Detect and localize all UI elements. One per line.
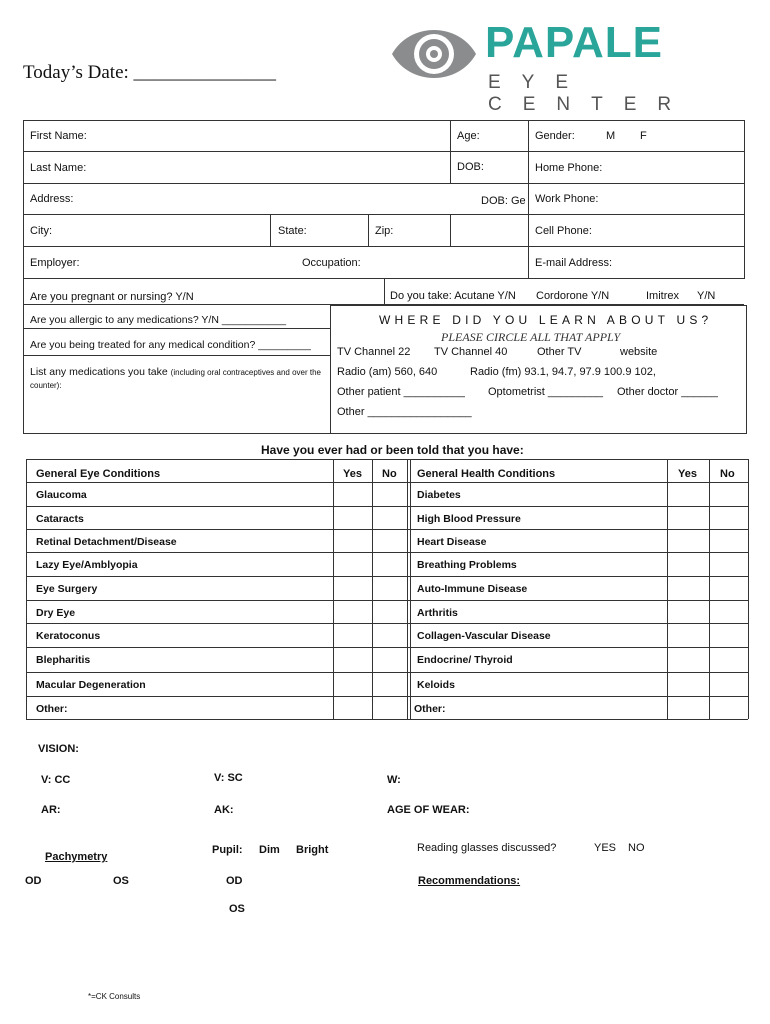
health-condition-no-cell[interactable]	[710, 507, 747, 529]
address-field[interactable]: Address:	[30, 193, 74, 205]
age-field[interactable]: Age:	[457, 130, 480, 142]
cell-phone-field[interactable]: Cell Phone:	[535, 225, 592, 237]
health-conditions-header: General Health Conditions	[417, 468, 556, 480]
health-condition-no-cell[interactable]	[710, 648, 747, 670]
other-source-option[interactable]: Other _________________	[337, 406, 472, 418]
eye-condition-no-cell[interactable]	[373, 553, 406, 575]
city-field[interactable]: City:	[30, 225, 52, 237]
health-condition-no-cell[interactable]	[710, 697, 747, 719]
eye-condition-yes-cell[interactable]	[334, 624, 371, 646]
table-column-rule-0	[26, 459, 27, 719]
health-condition-label: High Blood Pressure	[417, 513, 521, 525]
eye-condition-no-cell[interactable]	[373, 601, 406, 623]
health-condition-yes-cell[interactable]	[668, 601, 708, 623]
gender-field[interactable]: Gender:	[535, 130, 575, 142]
gender-m-option[interactable]: M	[606, 130, 616, 142]
reading-glasses-no[interactable]: NO	[628, 842, 645, 854]
last-name-field[interactable]: Last Name:	[30, 162, 87, 174]
table-rule-0	[26, 459, 748, 460]
eye-condition-label: Other:	[36, 703, 68, 715]
table-column-rule-3	[407, 459, 408, 719]
health-condition-no-cell[interactable]	[710, 530, 747, 552]
dob-field[interactable]: DOB:	[457, 161, 484, 173]
health-condition-no-cell[interactable]	[710, 601, 747, 623]
health-condition-label: Breathing Problems	[417, 559, 517, 571]
eye-conditions-header: General Eye Conditions	[36, 468, 161, 480]
table-column-rule-7	[748, 459, 749, 719]
ck-consults-note: *=CK Consults	[88, 992, 141, 1001]
eye-condition-label: Cataracts	[36, 513, 84, 525]
medications-list-label: List any medications you take	[30, 366, 168, 378]
eye-condition-no-cell[interactable]	[373, 530, 406, 552]
eye-condition-no-cell[interactable]	[373, 648, 406, 670]
tv-channel-40-option[interactable]: TV Channel 40	[434, 346, 508, 358]
health-condition-yes-cell[interactable]	[668, 577, 708, 599]
health-condition-label: Auto-Immune Disease	[417, 583, 528, 595]
w-field[interactable]: W:	[387, 774, 401, 786]
eye-condition-yes-cell[interactable]	[334, 530, 371, 552]
health-condition-label: Arthritis	[417, 607, 458, 619]
health-condition-yes-cell[interactable]	[668, 507, 708, 529]
other-doctor-option[interactable]: Other doctor ______	[617, 386, 718, 398]
state-field[interactable]: State:	[278, 225, 307, 237]
health-condition-yes-cell[interactable]	[668, 624, 708, 646]
eye-condition-yes-cell[interactable]	[334, 507, 371, 529]
eye-condition-label: Lazy Eye/Amblyopia	[36, 559, 138, 571]
todays-date-label: Today’s Date: _______________	[23, 62, 277, 83]
reading-glasses-yes[interactable]: YES	[594, 842, 617, 854]
health-condition-yes-cell[interactable]	[668, 483, 708, 505]
learn-about-us-subtitle: PLEASE CIRCLE ALL THAT APPLY	[441, 330, 621, 344]
eye-condition-label: Retinal Detachment/Disease	[36, 536, 177, 548]
eye-condition-yes-cell[interactable]	[334, 601, 371, 623]
cordorone-question[interactable]: Cordorone Y/N	[536, 290, 610, 302]
eye-condition-yes-cell[interactable]	[334, 697, 371, 719]
health-condition-label: Diabetes	[417, 489, 461, 501]
age-of-wear-field[interactable]: AGE OF WEAR:	[387, 804, 470, 816]
logo-name: PAPALE	[485, 18, 663, 67]
health-condition-label: Collagen-Vascular Disease	[417, 630, 551, 642]
ar-field[interactable]: AR:	[41, 804, 61, 816]
ak-field[interactable]: AK:	[214, 804, 234, 816]
first-name-field[interactable]: First Name:	[30, 130, 87, 142]
work-phone-field[interactable]: Work Phone:	[535, 193, 599, 205]
pachymetry-label: Pachymetry	[45, 851, 108, 863]
zip-field[interactable]: Zip:	[375, 225, 394, 237]
eye-condition-yes-cell[interactable]	[334, 648, 371, 670]
conditions-heading: Have you ever had or been told that you have:	[261, 443, 524, 457]
vision-label: VISION:	[38, 743, 79, 755]
medications-list-note: (including oral contraceptives and over the counter):	[30, 368, 321, 390]
recommendations-label: Recommendations:	[418, 875, 521, 887]
radio-fm-option[interactable]: Radio (fm) 93.1, 94.7, 97.9 100.9 102,	[470, 366, 656, 378]
health-condition-no-cell[interactable]	[710, 577, 747, 599]
occupation-field[interactable]: Occupation:	[302, 257, 361, 269]
eye-condition-no-cell[interactable]	[373, 697, 406, 719]
imitrex-question[interactable]: Imitrex	[646, 290, 679, 302]
health-condition-label: Endocrine/ Thyroid	[417, 654, 513, 666]
health-condition-yes-cell[interactable]	[668, 673, 708, 695]
optometrist-option[interactable]: Optometrist _________	[488, 386, 603, 398]
eye-condition-label: Glaucoma	[36, 489, 87, 501]
medications-list-field[interactable]	[30, 366, 322, 392]
eye-condition-no-cell[interactable]	[373, 577, 406, 599]
health-condition-yes-cell[interactable]	[668, 553, 708, 575]
pupil-bright-option[interactable]: Bright	[296, 844, 329, 856]
tv-channel-22-option[interactable]: TV Channel 22	[337, 346, 411, 358]
health-condition-no-cell[interactable]	[710, 553, 747, 575]
pupil-os-field[interactable]: OS	[229, 903, 245, 915]
treated-question[interactable]: Are you being treated for any medical condition? _________	[30, 339, 311, 351]
health-condition-no-cell[interactable]	[710, 673, 747, 695]
eye-condition-yes-cell[interactable]	[334, 577, 371, 599]
eye-condition-yes-cell[interactable]	[334, 483, 371, 505]
table-column-rule-4	[410, 459, 411, 719]
other-patient-option[interactable]: Other patient __________	[337, 386, 465, 398]
learn-about-us-title: WHERE DID YOU LEARN ABOUT US?	[379, 313, 713, 327]
website-option[interactable]: website	[620, 346, 658, 358]
home-phone-field[interactable]: Home Phone:	[535, 162, 603, 174]
health-condition-yes-cell[interactable]	[668, 648, 708, 670]
acutane-question[interactable]: Do you take: Acutane Y/N	[390, 290, 516, 302]
employer-field[interactable]: Employer:	[30, 257, 80, 269]
pupil-dim-option[interactable]: Dim	[259, 844, 280, 856]
allergic-question[interactable]: Are you allergic to any medications? Y/N ___________	[30, 314, 287, 326]
pregnant-question[interactable]: Are you pregnant or nursing? Y/N	[30, 291, 194, 303]
table-rule-11	[26, 719, 748, 720]
gender-f-option[interactable]: F	[640, 130, 647, 142]
health-condition-yes-cell[interactable]	[668, 697, 708, 719]
eye-yes-header: Yes	[343, 468, 362, 480]
eye-condition-yes-cell[interactable]	[334, 673, 371, 695]
health-condition-yes-cell[interactable]	[668, 530, 708, 552]
pupil-od-field[interactable]: OD	[226, 875, 243, 887]
health-condition-label: Keloids	[417, 679, 455, 691]
health-no-header: No	[720, 468, 735, 480]
eye-condition-no-cell[interactable]	[373, 673, 406, 695]
eye-condition-label: Dry Eye	[36, 607, 76, 619]
eye-condition-no-cell[interactable]	[373, 507, 406, 529]
imitrex-yn[interactable]: Y/N	[697, 290, 716, 302]
eye-condition-label: Blepharitis	[36, 654, 91, 666]
email-field[interactable]: E-mail Address:	[535, 257, 613, 269]
radio-am-option[interactable]: Radio (am) 560, 640	[337, 366, 438, 378]
health-condition-no-cell[interactable]	[710, 483, 747, 505]
health-condition-label: Heart Disease	[417, 536, 487, 548]
eye-condition-no-cell[interactable]	[373, 624, 406, 646]
health-condition-label: Other:	[414, 703, 446, 715]
pachymetry-od-field[interactable]: OD	[25, 875, 42, 887]
eye-condition-no-cell[interactable]	[373, 483, 406, 505]
eye-condition-yes-cell[interactable]	[334, 553, 371, 575]
logo-subtitle: EYE CENTER	[488, 72, 693, 115]
eye-logo-icon	[388, 16, 480, 92]
pachymetry-os-field[interactable]: OS	[113, 875, 129, 887]
v-sc-field[interactable]: V: SC	[214, 772, 243, 784]
papale-logo	[388, 16, 733, 115]
eye-no-header: No	[382, 468, 397, 480]
health-condition-no-cell[interactable]	[710, 624, 747, 646]
pupil-label: Pupil:	[212, 844, 243, 856]
reading-glasses-question: Reading glasses discussed?	[417, 842, 557, 854]
health-yes-header: Yes	[678, 468, 697, 480]
other-tv-option[interactable]: Other TV	[537, 346, 582, 358]
eye-condition-label: Keratoconus	[36, 630, 101, 642]
dob-ge-label: DOB: Ge	[481, 195, 526, 207]
v-cc-field[interactable]: V: CC	[41, 774, 71, 786]
eye-condition-label: Macular Degeneration	[36, 679, 146, 691]
eye-condition-label: Eye Surgery	[36, 583, 98, 595]
